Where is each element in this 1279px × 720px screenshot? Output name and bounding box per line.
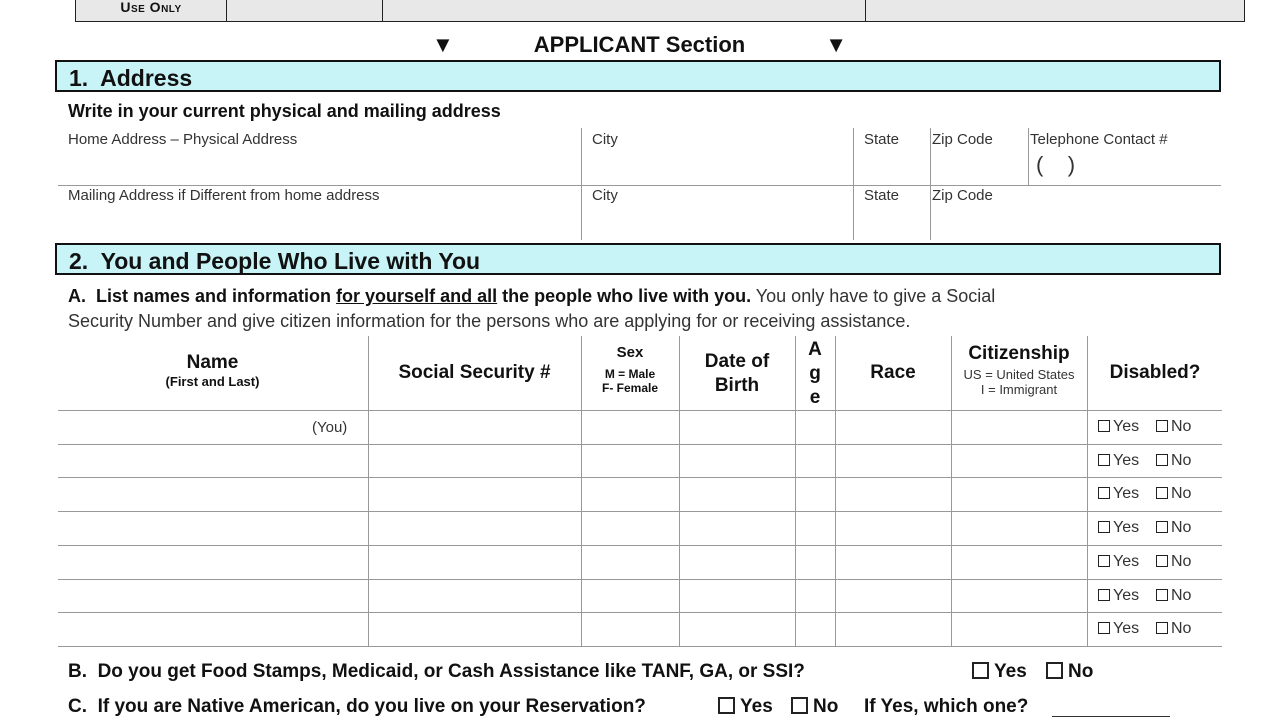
question-b-no[interactable] — [1046, 661, 1093, 683]
home-address-input[interactable] — [68, 150, 573, 182]
question-b-text: Do you get Food Stamps, Medicaid, or Cash Assistance like TANF, GA, or SSI? — [97, 661, 805, 682]
disabled-no-label: No — [1171, 553, 1192, 570]
checkbox-icon[interactable] — [718, 697, 735, 714]
checkbox-icon[interactable] — [1156, 420, 1168, 432]
question-b-yes[interactable] — [972, 661, 1027, 683]
disabled-no-label: No — [1171, 620, 1192, 637]
col-race-header: Race — [870, 362, 916, 383]
table-cell-input[interactable] — [60, 412, 366, 442]
col-age-label-2: g — [809, 363, 821, 384]
table-cell-input[interactable] — [797, 581, 833, 611]
table-cell-input[interactable] — [370, 614, 579, 644]
col-ssn-header: Social Security # — [398, 362, 551, 383]
telephone-label: Telephone Contact # — [1030, 131, 1168, 148]
table-cell-input[interactable] — [953, 547, 1085, 577]
household-section-banner — [55, 243, 1221, 275]
item-a-rest-1: You only have to give a Social — [751, 286, 996, 306]
col-sex-label: Sex — [616, 344, 644, 361]
checkbox-icon[interactable] — [1046, 662, 1063, 679]
disabled-no-option[interactable] — [1156, 418, 1191, 436]
disabled-no-option[interactable] — [1156, 519, 1191, 537]
mailing-address-label: Mailing Address if Different from home address — [68, 187, 380, 204]
disabled-yes-option[interactable] — [1098, 519, 1139, 537]
city-input[interactable] — [592, 150, 847, 182]
col-name-label: Name — [186, 352, 239, 373]
col-cit-sub-1: US = United States — [963, 367, 1075, 382]
checkbox-icon[interactable] — [1098, 555, 1110, 567]
table-cell-input[interactable] — [370, 446, 579, 476]
checkbox-icon[interactable] — [1156, 454, 1168, 466]
table-cell-input[interactable] — [370, 412, 579, 442]
table-cell-input[interactable] — [953, 412, 1085, 442]
table-cell-input[interactable] — [953, 614, 1085, 644]
section-title: Address — [100, 65, 193, 91]
table-cell-input[interactable] — [60, 581, 366, 611]
table-cell-input[interactable] — [837, 446, 949, 476]
table-cell-input[interactable] — [837, 614, 949, 644]
mailing-address-input[interactable] — [68, 206, 573, 238]
col-dob-header — [680, 350, 794, 398]
col-cit-sub-2: I = Immigrant — [980, 382, 1058, 397]
question-b-letter: B. — [68, 661, 87, 682]
applicant-section-title — [0, 32, 1279, 58]
state-label: State — [864, 131, 900, 148]
telephone-input[interactable]: ( ) — [1036, 152, 1076, 177]
question-c-which-label: If Yes, which one? — [864, 696, 1029, 717]
disabled-no-label: No — [1171, 418, 1192, 435]
question-b-no-label: No — [1068, 661, 1094, 682]
you-label: (You) — [312, 419, 348, 436]
down-arrow-icon: ▼ — [431, 32, 454, 57]
mailing-city-label: City — [592, 187, 618, 204]
col-dob-label-1: Date of — [704, 351, 770, 372]
question-c-yes-label: Yes — [740, 696, 773, 717]
office-use-table — [75, 0, 1245, 22]
checkbox-icon[interactable] — [1098, 487, 1110, 499]
table-cell-input[interactable] — [583, 581, 677, 611]
question-b-yes-label: Yes — [994, 661, 1027, 682]
table-cell-input[interactable] — [681, 446, 793, 476]
col-dob-label-2: Birth — [714, 375, 760, 396]
item-a-bold-2: the people who live with you. — [497, 286, 752, 306]
table-cell-input[interactable] — [953, 446, 1085, 476]
office-field-1 — [227, 0, 383, 21]
disabled-no-option[interactable] — [1156, 553, 1191, 571]
table-cell-input[interactable] — [797, 412, 833, 442]
table-cell-input[interactable] — [953, 513, 1085, 543]
section-number: 1. — [69, 65, 89, 91]
table-cell-input[interactable] — [583, 479, 677, 509]
col-citizenship-label: Citizenship — [968, 343, 1070, 364]
address-section-banner — [55, 60, 1221, 92]
table-cell-input[interactable] — [370, 547, 579, 577]
down-arrow-icon: ▼ — [825, 32, 848, 57]
checkbox-icon[interactable] — [1156, 487, 1168, 499]
disabled-no-option[interactable] — [1156, 620, 1191, 638]
disabled-yes-option[interactable] — [1098, 485, 1139, 503]
question-c-no[interactable] — [791, 696, 838, 718]
table-cell-input[interactable] — [797, 547, 833, 577]
checkbox-icon[interactable] — [1156, 521, 1168, 533]
table-cell-input[interactable] — [837, 513, 949, 543]
checkbox-icon[interactable] — [972, 662, 989, 679]
table-cell-input[interactable] — [681, 479, 793, 509]
table-cell-input[interactable] — [681, 547, 793, 577]
table-cell-input[interactable] — [681, 581, 793, 611]
disabled-yes-option[interactable] — [1098, 553, 1139, 571]
col-age-header — [796, 338, 834, 410]
table-cell-input[interactable] — [837, 581, 949, 611]
section-title: You and People Who Live with You — [100, 248, 481, 274]
address-instruction: Write in your current physical and mailing address — [68, 101, 501, 121]
table-cell-input[interactable] — [837, 479, 949, 509]
city-label: City — [592, 131, 618, 148]
table-cell-input[interactable] — [60, 479, 366, 509]
table-cell-input[interactable] — [370, 513, 579, 543]
checkbox-icon[interactable] — [791, 697, 808, 714]
zip-input[interactable] — [934, 150, 1024, 182]
mailing-state-label: State — [864, 187, 900, 204]
table-cell-input[interactable] — [583, 446, 677, 476]
table-cell-input[interactable] — [60, 513, 366, 543]
mailing-zip-label: Zip Code — [932, 187, 993, 204]
disabled-no-label: No — [1171, 587, 1192, 604]
table-cell-input[interactable] — [681, 513, 793, 543]
table-row-divider — [58, 646, 1222, 647]
mailing-state-input[interactable] — [862, 206, 926, 238]
checkbox-icon[interactable] — [1098, 622, 1110, 634]
table-cell-input[interactable] — [60, 614, 366, 644]
col-citizenship-header — [952, 343, 1086, 397]
office-field-3 — [866, 0, 1244, 21]
table-cell-input[interactable] — [681, 614, 793, 644]
col-age-label-3: e — [809, 387, 821, 408]
table-cell-input[interactable] — [953, 581, 1085, 611]
disabled-yes-label: Yes — [1113, 519, 1140, 536]
state-input[interactable] — [862, 150, 926, 182]
table-cell-input[interactable] — [797, 479, 833, 509]
disabled-yes-label: Yes — [1113, 620, 1140, 637]
checkbox-icon[interactable] — [1156, 589, 1168, 601]
table-cell-input[interactable] — [583, 614, 677, 644]
question-c-text: If you are Native American, do you live on your Reservation? — [97, 696, 646, 717]
disabled-yes-label: Yes — [1113, 452, 1140, 469]
table-cell-input[interactable] — [60, 446, 366, 476]
item-a-underline: for yourself and all — [336, 286, 498, 306]
table-cell-input[interactable] — [953, 479, 1085, 509]
table-cell-input[interactable] — [370, 479, 579, 509]
item-a-bold-1: List names and information — [96, 286, 337, 306]
disabled-yes-option[interactable] — [1098, 620, 1139, 638]
disabled-yes-label: Yes — [1113, 553, 1140, 570]
disabled-yes-option[interactable] — [1098, 452, 1139, 470]
office-use-label: Use Only — [76, 0, 227, 21]
question-c-which-input[interactable] — [1052, 716, 1170, 717]
home-address-label: Home Address – Physical Address — [68, 131, 298, 148]
disabled-yes-label: Yes — [1113, 587, 1140, 604]
col-name-header — [60, 352, 365, 389]
applicant-section-label: APPLICANT Section — [533, 32, 746, 57]
table-cell-input[interactable] — [837, 412, 949, 442]
table-cell-input[interactable] — [681, 412, 793, 442]
table-cell-input[interactable] — [797, 446, 833, 476]
disabled-no-label: No — [1171, 519, 1192, 536]
checkbox-icon[interactable] — [1156, 622, 1168, 634]
table-cell-input[interactable] — [60, 547, 366, 577]
disabled-no-label: No — [1171, 485, 1192, 502]
mailing-zip-input[interactable] — [934, 206, 1024, 238]
question-c-yes[interactable] — [718, 696, 773, 718]
checkbox-icon[interactable] — [1098, 521, 1110, 533]
disabled-no-option[interactable] — [1156, 452, 1191, 470]
mailing-city-input[interactable] — [592, 206, 847, 238]
item-a-instruction — [68, 284, 1218, 334]
table-cell-input[interactable] — [583, 513, 677, 543]
question-c-no-label: No — [813, 696, 839, 717]
checkbox-icon[interactable] — [1098, 454, 1110, 466]
table-cell-input[interactable] — [370, 581, 579, 611]
checkbox-icon[interactable] — [1098, 420, 1110, 432]
disabled-no-label: No — [1171, 452, 1192, 469]
table-cell-input[interactable] — [837, 547, 949, 577]
col-sex-sub-1: M = Male — [604, 367, 656, 381]
question-b — [68, 661, 805, 683]
item-a-rest-2: Security Number and give citizen information for the persons who are applying for or receiving assistance. — [68, 311, 911, 331]
table-cell-input[interactable] — [583, 412, 677, 442]
table-cell-input[interactable] — [797, 614, 833, 644]
disabled-no-option[interactable] — [1156, 485, 1191, 503]
disabled-yes-option[interactable] — [1098, 418, 1139, 436]
question-c — [68, 696, 646, 718]
col-age-label-1: A — [808, 339, 822, 360]
table-cell-input[interactable] — [797, 513, 833, 543]
disabled-yes-label: Yes — [1113, 485, 1140, 502]
zip-label: Zip Code — [932, 131, 993, 148]
checkbox-icon[interactable] — [1156, 555, 1168, 567]
disabled-no-option[interactable] — [1156, 587, 1191, 605]
disabled-yes-option[interactable] — [1098, 587, 1139, 605]
disabled-yes-label: Yes — [1113, 418, 1140, 435]
col-disabled-header: Disabled? — [1109, 362, 1201, 383]
question-c-letter: C. — [68, 696, 87, 717]
col-sex-header — [582, 344, 678, 395]
table-cell-input[interactable] — [583, 547, 677, 577]
item-a-letter: A. — [68, 286, 86, 306]
section-number: 2. — [69, 248, 89, 274]
col-sex-sub-2: F- Female — [601, 381, 658, 395]
col-name-sub: (First and Last) — [165, 374, 260, 389]
office-field-2 — [383, 0, 866, 21]
checkbox-icon[interactable] — [1098, 589, 1110, 601]
